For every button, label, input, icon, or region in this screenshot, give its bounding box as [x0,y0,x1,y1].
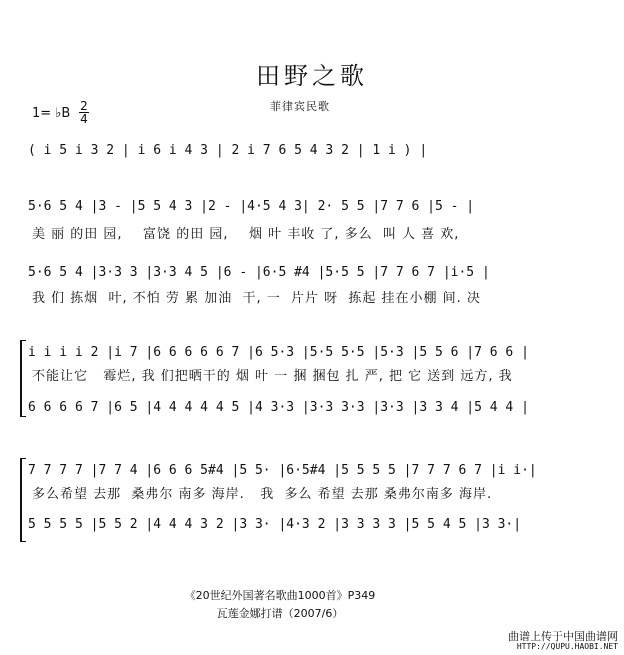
time-sig-bottom: 4 [80,112,88,126]
notation-row-1: 5·6 5 4 |3 - |5 5 4 3 |2 - |4·5 4 3| 2· 5 5 |7 7 6 |5 - | [28,199,475,214]
staff-bracket-2 [20,458,26,542]
notation-row-5: 7 7 7 7 |7 7 4 |6 6 6 5#4 |5 5· |6·5#4 |5 5 5 5 |7 7 7 6 7 |i i·| [28,463,537,478]
notation-row-2: 5·6 5 4 |3·3 3 |3·3 4 5 |6 - |6·5 #4 |5·5 5 |7 7 6 7 |i·5 | [28,265,490,280]
lyric-row-5: 多么希望 去那 桑弗尔 南多 海岸. 我 多么 希望 去那 桑弗尔南多 海岸. [32,487,493,502]
lyric-row-1: 美 丽 的田 园, 富饶 的田 园, 烟 叶 丰收 了, 多么 叫 人 喜 欢, [32,227,460,242]
key-signature: 1= ♭B [32,106,71,121]
watermark-url: HTTP://QUPU.HAOBI.NET [516,642,618,651]
notation-row-4: 6 6 6 6 7 |6 5 |4 4 4 4 4 5 |4 3·3 |3·3 3·3 |3·3 |3 3 4 |5 4 4 | [28,400,529,415]
lyric-row-2: 我 们 拣烟 叶, 不怕 劳 累 加油 干, 一 片片 呀 拣起 挂在小棚 间. 决 [32,291,481,306]
song-subtitle: 菲律宾民歌 [270,100,330,113]
intro-line: ( i 5 i 3 2 | i 6 i 4 3 | 2 i 7 6 5 4 3 2 | 1 i ) | [28,143,428,158]
watermark-site: 曲谱上传于中国曲谱网 [508,630,618,643]
staff-bracket-1 [20,340,26,417]
notation-row-6: 5 5 5 5 |5 5 2 |4 4 4 3 2 |3 3· |4·3 2 |3 3 3 3 |5 5 4 5 |3 3·| [28,517,522,532]
lyric-row-3: 不能让它 霉烂, 我 们把晒干的 烟 叶 一 捆 捆包 扎 严, 把 它 送到 远方, 我 [32,369,513,384]
time-sig-top: 2 [80,99,88,113]
typist-credit: 瓦莲金娜打谱（2007/6） [216,607,344,620]
song-title: 田野之歌 [256,62,368,90]
source-credit: 《20世纪外国著名歌曲1000首》P349 [184,589,376,602]
notation-row-3: i i i i 2 |i 7 |6 6 6 6 6 7 |6 5·3 |5·5 5·5 |5·3 |5 5 6 |7 6 6 | [28,345,529,360]
time-signature [78,100,90,125]
